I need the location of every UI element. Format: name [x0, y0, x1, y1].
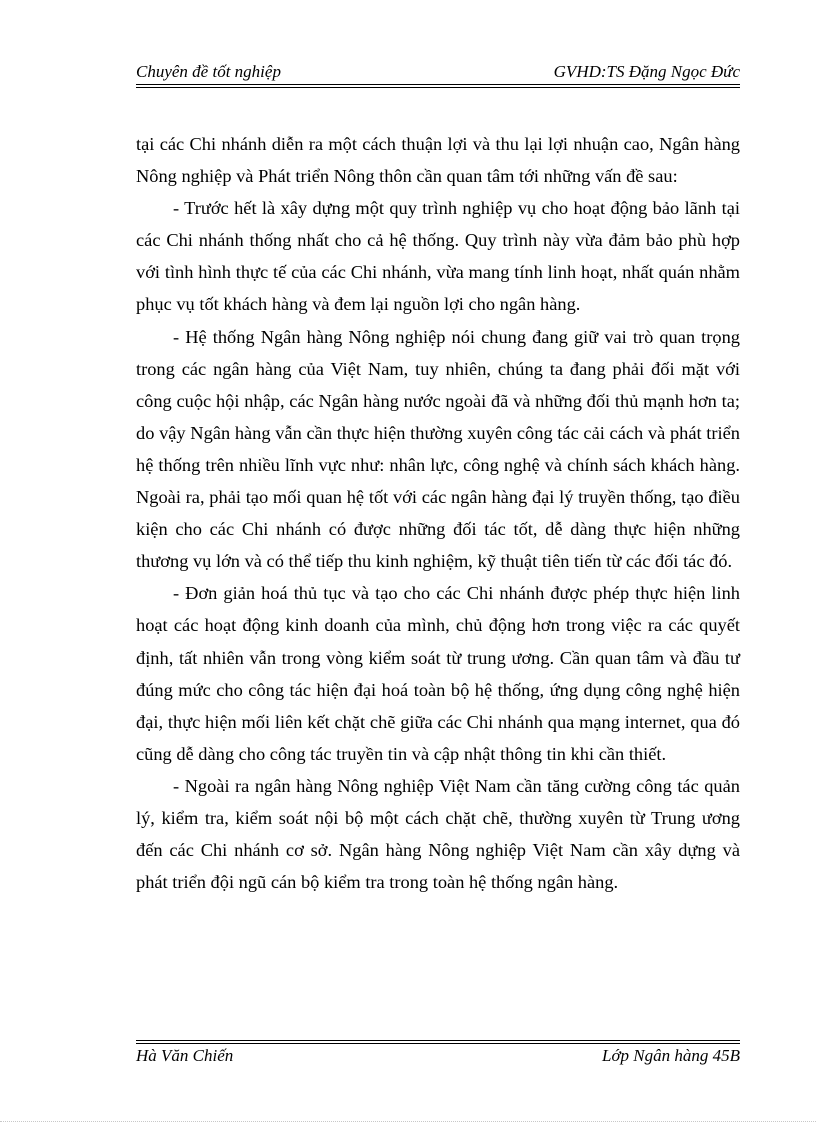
header-document-title: Chuyên đề tốt nghiệp — [136, 62, 281, 81]
paragraph-internal-control: - Ngoài ra ngân hàng Nông nghiệp Việt Nam cần tăng cường công tác quản lý, kiểm tra, kiểm soát nội bộ một cách chặt chẽ, thường xuyên từ Trung ương đến các Chi nhánh cơ sở. Ngân hàng Nông nghiệp Việt Nam cần xây dựng và phát triển đội ngũ cán bộ kiểm tra trong toàn hệ thống ngân hàng. — [136, 775, 740, 893]
header-advisor: GVHD:TS Đặng Ngọc Đức — [553, 62, 740, 81]
paragraph-simplify-procedures: - Đơn giản hoá thủ tục và tạo cho các Chi nhánh được phép thực hiện linh hoạt các hoạt động kinh doanh của mình, chủ động hơn trong việc ra các quyết định, tất nhiên vẫn trong vòng kiểm soát từ trung ương. Cần quan tâm và đầu tư đúng mức cho công tác hiện đại hoá toàn bộ hệ thống, ứng dụng công nghệ hiện đại, thực hiện mối liên kết chặt chẽ giữa các Chi nhánh qua mạng internet, qua đó cũng dễ dàng cho công tác truyền tin và cập nhật thông tin khi cần thiết. — [136, 583, 740, 764]
header-divider — [136, 84, 740, 88]
paragraph-system-reform: - Hệ thống Ngân hàng Nông nghiệp nói chung đang giữ vai trò quan trọng trong các ngân hàng của Việt Nam, tuy nhiên, chúng ta đang phải đối mặt với công cuộc hội nhập, các Ngân hàng nước ngoài đã và những đối thủ mạnh hơn ta; do vậy Ngân hàng vẫn cần thực hiện thường xuyên công tác cải cách và phát triển hệ thống trên nhiều lĩnh vực như: nhân lực, công nghệ và chính sách khách hàng. Ngoài ra, phải tạo mối quan hệ tốt với các ngân hàng đại lý truyền thống, tạo điều kiện cho các Chi nhánh có được những đối tác tốt, dễ dàng thực hiện những thương vụ lớn và có thể tiếp thu kinh nghiệm, kỹ thuật tiên tiến từ các đối tác đó. — [136, 326, 740, 572]
document-body — [136, 128, 740, 898]
page-header — [136, 60, 740, 84]
page-edge — [0, 1121, 816, 1122]
footer-divider — [136, 1040, 740, 1044]
paragraph-process: - Trước hết là xây dựng một quy trình nghiệp vụ cho hoạt động bảo lãnh tại các Chi nhánh thống nhất cho cả hệ thống. Quy trình này vừa đảm bảo phù hợp với tình hình thực tế của các Chi nhánh, vừa mang tính linh hoạt, nhất quán nhằm phục vụ tốt khách hàng và đem lại nguồn lợi cho ngân hàng. — [136, 198, 740, 315]
paragraph-continuation: tại các Chi nhánh diễn ra một cách thuận lợi và thu lại lợi nhuận cao, Ngân hàng Nông nghiệp và Phát triển Nông thôn cần quan tâm tới những vấn đề sau: — [136, 134, 740, 187]
footer-author: Hà Văn Chiến — [136, 1046, 234, 1065]
page-footer — [136, 1046, 740, 1070]
footer-class: Lớp Ngân hàng 45B — [601, 1046, 740, 1065]
